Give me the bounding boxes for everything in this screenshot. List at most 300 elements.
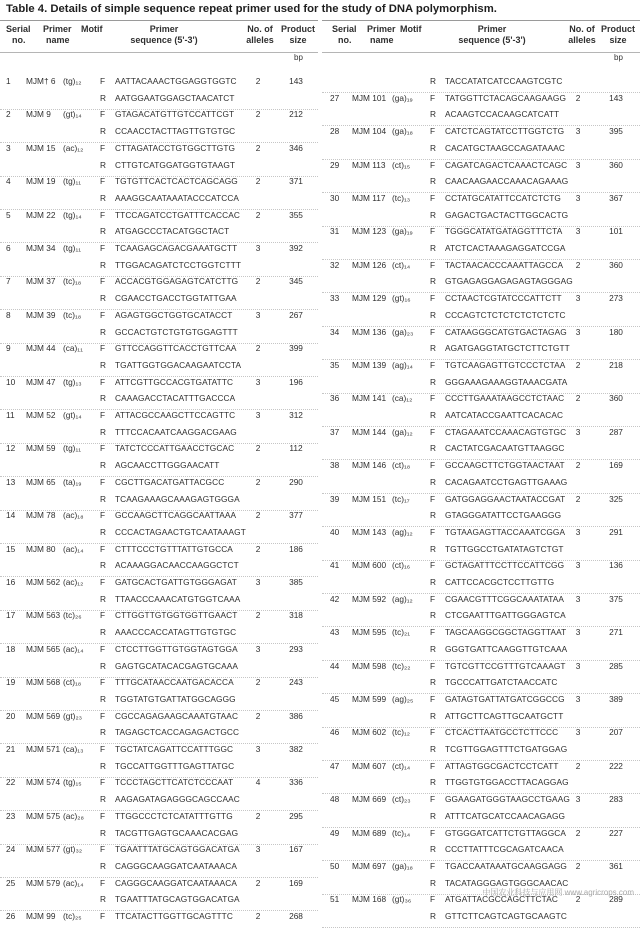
forward-sequence: TATGGTTCTACAGCAAGAAGG — [445, 92, 567, 103]
primer-name: MJM 9 — [26, 109, 51, 120]
reverse-sequence: AATCATACCGAATTCACACAC — [445, 410, 564, 420]
forward-label: F — [100, 810, 106, 821]
primer-name: MJM 577 — [26, 844, 61, 855]
forward-label: F — [430, 393, 436, 404]
serial-number: 8 — [6, 309, 11, 320]
reverse-label: R — [430, 376, 436, 387]
allele-count: 2 — [575, 760, 581, 771]
header-primer-name — [367, 24, 401, 45]
forward-sequence: AATTACAAACTGGAGGTGGTC — [115, 76, 237, 86]
serial-number: 13 — [6, 476, 16, 487]
primer-name: MJM† 6 — [26, 76, 56, 86]
reverse-label: R — [100, 827, 106, 838]
motif: (ca)₁₂ — [392, 393, 413, 404]
table-row — [322, 907, 640, 928]
allele-count: 3 — [575, 693, 581, 704]
forward-label: F — [100, 777, 106, 788]
product-size: 346 — [289, 142, 303, 153]
primer-name: MJM 99 — [26, 911, 56, 921]
header-size — [600, 24, 636, 45]
forward-label: F — [100, 276, 106, 287]
forward-label: F — [430, 627, 436, 638]
product-size: 271 — [609, 627, 623, 638]
serial-number: 47 — [330, 760, 340, 771]
serial-number: 10 — [6, 376, 16, 387]
primer-name: MJM 602 — [352, 727, 387, 738]
primer-name: MJM 579 — [26, 877, 61, 888]
allele-count: 2 — [255, 443, 261, 454]
header-serial-line2: no. — [12, 34, 26, 45]
reverse-label: R — [430, 777, 436, 788]
motif: (ag)₂₅ — [392, 693, 414, 704]
forward-label: F — [100, 911, 106, 921]
reverse-sequence: GTAGGGATATTCCTGAAGGG — [445, 510, 562, 521]
serial-number: 32 — [330, 259, 340, 270]
forward-sequence: GCCAAGCTTCTGGTAACTAAT — [445, 460, 565, 471]
allele-count: 3 — [575, 226, 581, 237]
reverse-label: R — [100, 126, 106, 137]
product-size: 325 — [609, 493, 623, 504]
reverse-sequence: TGCCATTGGTTTGAGTTATGC — [115, 760, 235, 771]
reverse-sequence: GAGACTGACTACTTGGCACTG — [445, 209, 569, 220]
product-size: 287 — [609, 426, 623, 437]
serial-number: 25 — [6, 877, 16, 888]
forward-label: F — [430, 326, 436, 337]
motif: (tc)₁₂ — [392, 727, 410, 738]
motif: (tg)₁₁ — [63, 243, 82, 253]
primer-name: MJM 563 — [26, 610, 61, 621]
forward-label: F — [100, 844, 106, 855]
header-size-line2: size — [289, 34, 307, 45]
serial-number: 34 — [330, 326, 340, 337]
serial-number: 37 — [330, 426, 340, 437]
forward-label: F — [430, 259, 436, 270]
forward-label: F — [430, 226, 436, 237]
allele-count: 3 — [255, 643, 261, 654]
primer-name: MJM 123 — [352, 226, 387, 237]
allele-count: 3 — [575, 526, 581, 537]
motif: (ct)₁₄ — [392, 259, 411, 270]
reverse-sequence: TGCCCATTGATCTAACCATC — [445, 677, 558, 688]
product-size: 392 — [289, 243, 303, 253]
forward-label: F — [100, 343, 106, 354]
primer-name: MJM 569 — [26, 710, 61, 721]
product-size: 361 — [609, 860, 623, 871]
product-size: 143 — [609, 92, 623, 103]
product-size: 289 — [609, 894, 623, 905]
header-serial — [6, 24, 36, 45]
product-size: 180 — [609, 326, 623, 337]
header-alleles-line1: No. of — [569, 24, 595, 34]
allele-count: 2 — [255, 677, 261, 688]
allele-count: 2 — [255, 176, 261, 187]
motif: (ga)₁₉ — [392, 92, 413, 103]
forward-sequence: TGTAAGAGTTACCAAATCGGA — [445, 526, 566, 537]
product-size: 312 — [289, 410, 303, 420]
reverse-sequence: ATTTCATGCATCCAACAGAGG — [445, 810, 566, 821]
forward-label: F — [100, 243, 106, 253]
primer-name: MJM 669 — [352, 794, 387, 805]
forward-label: F — [430, 727, 436, 738]
allele-count: 3 — [575, 794, 581, 805]
primer-name: MJM 101 — [352, 92, 387, 103]
serial-number: 36 — [330, 393, 340, 404]
forward-sequence: TTTGCATAACCAATGACACCA — [115, 677, 234, 688]
serial-number: 35 — [330, 359, 340, 370]
allele-count: 2 — [255, 76, 261, 86]
forward-label: F — [430, 860, 436, 871]
reverse-label: R — [100, 560, 106, 571]
forward-sequence: CTAGAAATCCAAACAGTGTGC — [445, 426, 567, 437]
product-size: 273 — [609, 293, 623, 304]
product-size: 386 — [289, 710, 303, 721]
reverse-sequence: TACATAGGGAGTGGGCAACAC — [445, 877, 569, 888]
forward-label: F — [100, 109, 106, 120]
reverse-label: R — [430, 76, 436, 86]
forward-sequence: GATGCACTGATTGTGGGAGAT — [115, 577, 237, 587]
allele-count: 2 — [575, 460, 581, 471]
forward-label: F — [100, 410, 106, 420]
forward-label: F — [100, 543, 106, 554]
reverse-label: R — [430, 877, 436, 888]
allele-count: 3 — [575, 627, 581, 638]
reverse-label: R — [100, 293, 106, 304]
reverse-label: R — [430, 510, 436, 521]
header-rule — [322, 52, 640, 53]
forward-sequence: CGAACGTTTCGGCAAATATAA — [445, 593, 565, 604]
forward-label: F — [430, 760, 436, 771]
reverse-label: R — [430, 243, 436, 253]
forward-sequence: CAGATCAGACTCAAACTCAGC — [445, 159, 568, 170]
motif: (tg)₁₃ — [63, 376, 82, 387]
forward-sequence: GCCAAGCTTCAGGCAATTAAA — [115, 510, 237, 521]
forward-sequence: CTCACTTAATGCCTCTTCCC — [445, 727, 559, 738]
header-primer-name — [43, 24, 77, 45]
serial-number: 50 — [330, 860, 340, 871]
primer-name: MJM 607 — [352, 760, 387, 771]
forward-label: F — [430, 359, 436, 370]
forward-sequence: ATTACGCCAAGCTTCCAGTTC — [115, 410, 236, 420]
allele-count: 3 — [575, 727, 581, 738]
primer-name: MJM 15 — [26, 142, 56, 153]
motif: (ac)₁₂ — [63, 142, 84, 153]
primer-name: MJM 168 — [352, 894, 387, 905]
reverse-label: R — [430, 677, 436, 688]
forward-sequence: TGAATTTATGCAGTGGACATGA — [115, 844, 240, 855]
reverse-label: R — [430, 343, 436, 354]
product-size: 295 — [289, 810, 303, 821]
allele-count: 3 — [575, 426, 581, 437]
serial-number: 49 — [330, 827, 340, 838]
primer-name: MJM 144 — [352, 426, 387, 437]
serial-number: 6 — [6, 243, 11, 253]
reverse-label: R — [100, 359, 106, 370]
motif: (ac)₁₄ — [63, 643, 84, 654]
product-size: 360 — [609, 393, 623, 404]
motif: (ag)₁₂ — [392, 593, 413, 604]
forward-label: F — [430, 426, 436, 437]
motif: (gt)₂₃ — [63, 710, 83, 721]
primer-name: MJM 574 — [26, 777, 61, 788]
header-sequence — [114, 24, 214, 45]
reverse-label: R — [100, 460, 106, 471]
forward-sequence: GTTCCAGGTTCACCTGTTCAA — [115, 343, 237, 354]
reverse-sequence: ATTGCTTCAGTTGCAATGCTT — [445, 710, 564, 721]
product-size: 268 — [289, 911, 303, 921]
product-size: 169 — [609, 460, 623, 471]
reverse-label: R — [100, 627, 106, 638]
product-size: 207 — [609, 727, 623, 738]
reverse-label: R — [430, 209, 436, 220]
forward-label: F — [100, 176, 106, 187]
allele-count: 2 — [255, 209, 261, 220]
forward-label: F — [430, 126, 436, 137]
reverse-sequence: CCCTTATTTCGCAGATCAACA — [445, 844, 564, 855]
header-primer-line2: name — [46, 34, 70, 45]
primer-name: MJM 52 — [26, 410, 56, 420]
forward-sequence: TCAAGAGCAGACGAAATGCTT — [115, 243, 238, 253]
forward-label: F — [430, 894, 436, 905]
reverse-sequence: TGGTATGTGATTATGGCAGGG — [115, 693, 236, 704]
forward-sequence: CTTGGTTGTGGTGGTTGAACT — [115, 610, 238, 621]
forward-sequence: ATTAGTGGCGACTCCTCATT — [445, 760, 559, 771]
reverse-sequence: AATGGAATGGAGCTAACATCT — [115, 92, 235, 103]
header-alleles-line2: alleles — [246, 34, 274, 45]
reverse-label: R — [430, 543, 436, 554]
product-size: 167 — [289, 844, 303, 855]
reverse-sequence: CCCAGTCTCTCTCTCTCTCTC — [445, 309, 566, 320]
reverse-label: R — [430, 643, 436, 654]
reverse-sequence: TACCATATCATCCAAGTCGTC — [445, 76, 563, 86]
forward-label: F — [430, 92, 436, 103]
product-size: 243 — [289, 677, 303, 688]
motif: (ct)₁₅ — [392, 159, 411, 170]
allele-count: 2 — [255, 109, 261, 120]
primer-name: MJM 599 — [352, 693, 387, 704]
forward-label: F — [430, 827, 436, 838]
serial-number: 21 — [6, 744, 16, 754]
forward-sequence: CTTAGATACCTGTGGCTTGTG — [115, 142, 236, 153]
forward-sequence: CGCCAGAGAAGCAAATGTAAC — [115, 710, 239, 721]
product-size: 218 — [609, 359, 623, 370]
table-header — [322, 20, 640, 64]
primer-name: MJM 600 — [352, 560, 387, 571]
product-size: 367 — [609, 192, 623, 203]
header-primer-line1: Primer — [367, 24, 396, 34]
reverse-sequence: GGGTGATTCAAGGTTGTCAAA — [445, 643, 568, 654]
reverse-sequence: GCCACTGTCTGTGTGGAGTTT — [115, 326, 238, 337]
forward-sequence: TTCATACTTGGTTGCAGTTTC — [115, 911, 233, 921]
reverse-sequence: CATTCCACGCTCCTTGTTG — [445, 577, 555, 587]
product-size: 169 — [289, 877, 303, 888]
serial-number: 3 — [6, 142, 11, 153]
primer-name: MJM 575 — [26, 810, 61, 821]
serial-number: 11 — [6, 410, 15, 420]
forward-sequence: TGCTATCAGATTCCATTTGGC — [115, 744, 234, 754]
motif: (gt)₁₄ — [63, 410, 82, 420]
motif: (ct)₁₆ — [392, 560, 411, 571]
forward-sequence: TGTCAAGAGTTGTCCCTCTAA — [445, 359, 566, 370]
motif: (ct)₁₄ — [392, 760, 411, 771]
reverse-label: R — [430, 276, 436, 287]
forward-label: F — [100, 510, 106, 521]
motif: (tg)₁₁ — [63, 176, 82, 187]
reverse-label: R — [430, 309, 436, 320]
reverse-label: R — [100, 226, 106, 237]
product-size: 399 — [289, 343, 303, 354]
reverse-sequence: AGCAACCTTGGGAACATT — [115, 460, 220, 471]
serial-number: 18 — [6, 643, 16, 654]
motif: (tc)₂₂ — [392, 660, 411, 671]
primer-name: MJM 146 — [352, 460, 387, 471]
product-size: 285 — [609, 660, 623, 671]
serial-number: 39 — [330, 493, 340, 504]
forward-sequence: CAGGGCAAGGATCAATAAACA — [115, 877, 237, 888]
serial-number: 48 — [330, 794, 340, 805]
product-size: 336 — [289, 777, 303, 788]
serial-number: 40 — [330, 526, 340, 537]
reverse-label: R — [430, 610, 436, 621]
allele-count: 2 — [255, 510, 261, 521]
serial-number: 9 — [6, 343, 11, 354]
reverse-label: R — [430, 844, 436, 855]
forward-label: F — [100, 309, 106, 320]
allele-count: 2 — [575, 393, 581, 404]
allele-count: 3 — [255, 376, 261, 387]
primer-name: MJM 568 — [26, 677, 61, 688]
product-size: 293 — [289, 643, 303, 654]
table-header — [0, 20, 318, 64]
header-rule — [0, 52, 318, 53]
forward-label: F — [430, 560, 436, 571]
forward-sequence: ACCACGTGGAGAGTCATCTTG — [115, 276, 239, 287]
primer-name: MJM 37 — [26, 276, 56, 287]
serial-number: 19 — [6, 677, 16, 688]
allele-count: 3 — [255, 744, 261, 754]
reverse-sequence: TCAAGAAAGCAAAGAGTGGGA — [115, 493, 240, 504]
header-size-line1: Product — [280, 24, 315, 34]
reverse-sequence: TGAATTTATGCAGTGGACATGA — [115, 894, 240, 905]
reverse-sequence: CCAACCTACTTAGTTGTGTGC — [115, 126, 236, 137]
primer-name: MJM 689 — [352, 827, 387, 838]
reverse-sequence: TTGGACAGATCTCCTGGTCTTT — [115, 259, 242, 270]
serial-number: 31 — [330, 226, 340, 237]
allele-count: 2 — [575, 493, 581, 504]
forward-sequence: TGTCGTTCCGTTTGTCAAAGT — [445, 660, 566, 671]
reverse-label: R — [100, 393, 106, 404]
reverse-label: R — [100, 794, 106, 805]
forward-sequence: AGAGTGGCTGGTGCATACCT — [115, 309, 233, 320]
primer-name: MJM 136 — [352, 326, 387, 337]
reverse-label: R — [100, 92, 106, 103]
header-alleles-line2: alleles — [568, 34, 596, 45]
allele-count: 2 — [255, 710, 261, 721]
primer-name: MJM 117 — [352, 192, 386, 203]
forward-sequence: TACTAACACCCAAATTAGCCA — [445, 259, 564, 270]
motif: (ct)₁₈ — [63, 677, 82, 688]
allele-count: 2 — [575, 359, 581, 370]
reverse-sequence: TGTTGGCCTGATATAGTCTGT — [445, 543, 564, 554]
product-size: 385 — [289, 577, 303, 587]
allele-count: 3 — [575, 192, 581, 203]
serial-number: 33 — [330, 293, 340, 304]
allele-count: 3 — [575, 560, 581, 571]
motif: (ga)₁₈ — [392, 860, 413, 871]
allele-count: 2 — [255, 610, 261, 621]
reverse-label: R — [100, 192, 106, 203]
forward-sequence: GATGGAGGAACTAATACCGAT — [445, 493, 566, 504]
allele-count: 2 — [255, 543, 261, 554]
reverse-label: R — [100, 727, 106, 738]
product-size: 227 — [609, 827, 623, 838]
allele-count: 2 — [255, 343, 261, 354]
serial-number: 15 — [6, 543, 16, 554]
product-size: 101 — [609, 226, 623, 237]
motif: (ta)₁₉ — [63, 476, 82, 487]
forward-label: F — [100, 710, 106, 721]
product-size: 283 — [609, 794, 623, 805]
reverse-label: R — [100, 693, 106, 704]
reverse-label: R — [430, 476, 436, 487]
forward-label: F — [100, 376, 106, 387]
motif: (tg)₁₁ — [63, 443, 82, 454]
header-serial-line1: Serial — [332, 24, 357, 34]
reverse-sequence: TAGAGCTCACCAGAGACTGCC — [115, 727, 240, 738]
motif: (ct)₁₈ — [392, 460, 411, 471]
primer-name: MJM 598 — [352, 660, 387, 671]
header-sequence-line1: Primer — [149, 24, 179, 34]
motif: (ct)₂₃ — [392, 794, 411, 805]
motif: (tg)₁₄ — [63, 209, 82, 220]
allele-count: 2 — [255, 911, 261, 921]
forward-sequence: CTTTCCCTGTTTATTGTGCCA — [115, 543, 233, 554]
motif: (tg)₁₂ — [63, 76, 82, 86]
table-title: Table 4. Details of simple sequence repeat primer used for the study of DNA polymorphism. — [6, 3, 497, 15]
allele-count: 2 — [575, 92, 581, 103]
product-size: 290 — [289, 476, 303, 487]
reverse-label: R — [430, 710, 436, 721]
motif: (ac)₂₈ — [63, 810, 84, 821]
product-size: 395 — [609, 126, 623, 137]
motif: (ac)₁₈ — [63, 510, 84, 521]
header-alleles — [566, 24, 598, 45]
serial-number: 29 — [330, 159, 340, 170]
primer-name: MJM 595 — [352, 627, 387, 638]
allele-count: 2 — [255, 276, 261, 287]
forward-sequence: TCCCTAGCTTCATCTCCCAAT — [115, 777, 234, 788]
forward-label: F — [100, 643, 106, 654]
motif: (ga)₂₃ — [392, 326, 414, 337]
reverse-label: R — [430, 410, 436, 420]
motif: (gt)₃₂ — [63, 844, 83, 855]
header-size-line1: Product — [600, 24, 635, 34]
forward-label: F — [430, 159, 436, 170]
forward-sequence: CCCTTGAAATAAGCCTCTAAC — [445, 393, 565, 404]
header-primer-line1: Primer — [43, 24, 72, 34]
primer-name: MJM 34 — [26, 243, 56, 253]
serial-number: 51 — [330, 894, 340, 905]
product-size: 196 — [289, 376, 303, 387]
allele-count: 3 — [575, 326, 581, 337]
forward-label: F — [430, 693, 436, 704]
reverse-label: R — [430, 577, 436, 587]
product-size: 371 — [289, 176, 303, 187]
right-panel — [322, 20, 640, 921]
forward-sequence: ATGATTACGCCAGCTTCTAC — [445, 894, 558, 905]
primer-name: MJM 697 — [352, 860, 387, 871]
reverse-label: R — [100, 894, 106, 905]
serial-number: 5 — [6, 209, 11, 220]
